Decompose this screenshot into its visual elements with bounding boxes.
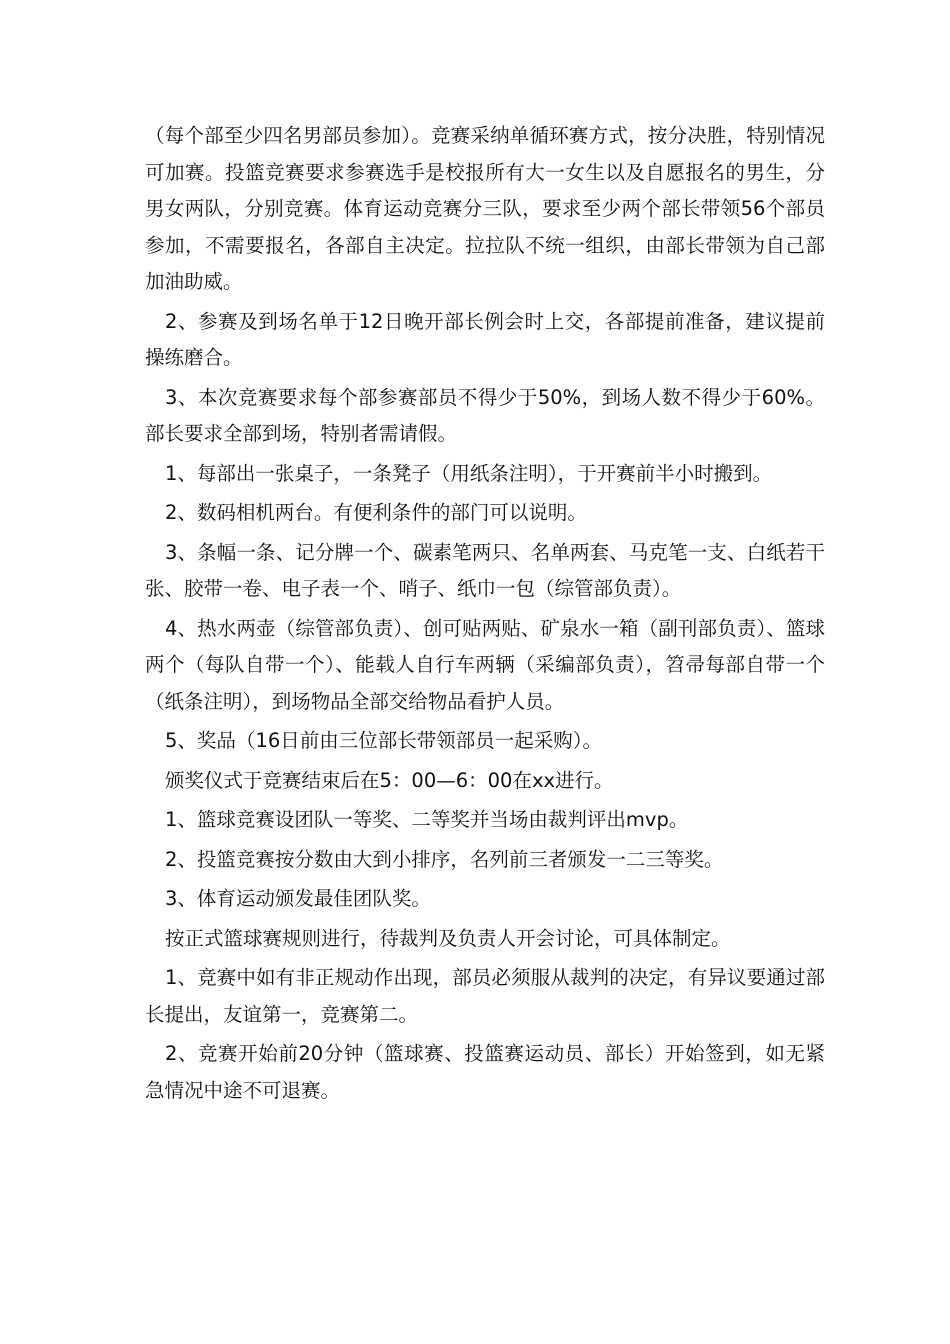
paragraph-roster-submission: 2、参赛及到场名单于12日晚开部长例会时上交，各部提前准备，建议提前操练磨合。 [145,309,825,369]
paragraph-rules-overview: （每个部至少四名男部员参加）。竞赛采纳单循环赛方式，按分决胜，特别情况可加赛。投篮竞赛要求参赛选手是校报所有大一女生以及自愿报名的男生，分男女两队，分别竞赛。体育运动竞赛分三队，要求至少两个部长带领56个部员参加，不需要报名，各部自主决定。拉拉队不统一组织，由部长带领为自己部加油助威。 [145,124,825,293]
paragraph-game-rules: 按正式篮球赛规则进行，待裁判及负责人开会讨论，可具体制定。 [165,926,731,950]
paragraph-cameras: 2、数码相机两台。有便利条件的部门可以说明。 [165,501,587,524]
paragraph-attendance-requirement: 3、本次竞赛要求每个部参赛部员不得少于50%，到场人数不得少于60%。部长要求全部到场，特别者需请假。 [145,385,825,445]
document-body [145,118,825,1112]
paragraph-sports-awards: 3、体育运动颁发最佳团队奖。 [165,887,431,910]
paragraph-award-ceremony: 颁奖仪式于竞赛结束后在5：00—6：00在xx进行。 [165,768,614,792]
paragraph-referee-decisions: 1、竞赛中如有非正规动作出现，部员必须服从裁判的决定，有异议要通过部长提出，友谊第一，竞赛第二。 [145,966,825,1026]
paragraph-basketball-awards: 1、篮球竞赛设团队一等奖、二等奖并当场由裁判评出mvp。 [165,808,689,831]
paragraph-water-equipment: 4、热水两壶（综管部负责）、创可贴两贴、矿泉水一箱（副刊部负责）、篮球两个（每队自带一个）、能载人自行车两辆（采编部负责），笤帚每部自带一个（纸条注明），到场物品全部交给物品看护人员。 [145,616,825,713]
paragraph-prizes: 5、奖品（16日前由三位部长带领部员一起采购）。 [165,729,602,752]
paragraph-shooting-awards: 2、投篮竞赛按分数由大到小排序，名列前三者颁发一二三等奖。 [165,847,724,871]
paragraph-tables-chairs: 1、每部出一张桌子，一条凳子（用纸条注明），于开赛前半小时搬到。 [165,461,773,485]
paragraph-supplies: 3、条幅一条、记分牌一个、碳素笔两只、名单两套、马克笔一支、白纸若干张、胶带一卷、电子表一个、哨子、纸巾一包（综管部负责）。 [145,540,825,600]
paragraph-check-in: 2、竞赛开始前20分钟（篮球赛、投篮赛运动员、部长）开始签到，如无紧急情况中途不可退赛。 [145,1042,825,1102]
